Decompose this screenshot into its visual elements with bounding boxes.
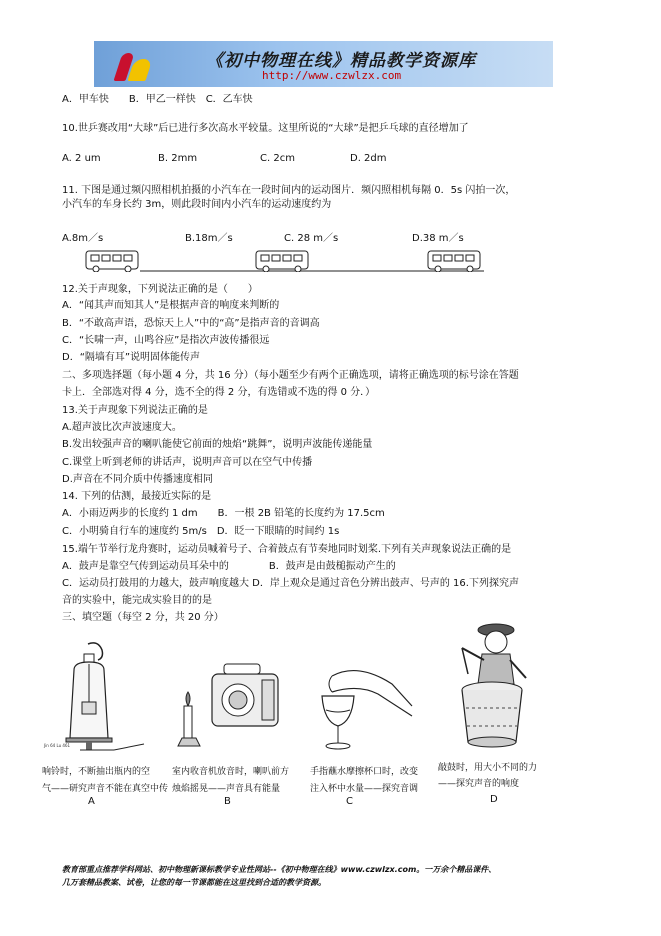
q10-option-a: A. 2 um — [62, 153, 101, 164]
drum-icon — [462, 690, 522, 742]
wine-glass-figure — [318, 654, 418, 754]
candle-icon — [184, 706, 192, 738]
banner-url[interactable]: http://www.czwlzx.com — [262, 69, 402, 82]
q13-option-a: A.超声波比次声波速度大。 — [62, 422, 182, 433]
q12-option-b: B．“不敢高声语，恐惊天上人”中的“高”是指声音的音调高 — [62, 318, 320, 329]
figure-d-letter: D — [490, 794, 498, 805]
site-banner — [94, 41, 553, 87]
footer-line2: 几万套精品教案、试卷，让您的每一节课都能在这里找到合适的教学资源。 — [62, 878, 326, 887]
section2-heading-line2: 卡上．全部选对得 4 分，选不全的得 2 分，有选错或不选的得 0 分．） — [62, 387, 376, 398]
figure-b-letter: B — [224, 796, 231, 807]
q16-stem: 音的实验中，能完成实验目的的是 — [62, 595, 212, 606]
drummer-figure — [448, 618, 538, 758]
q9-options: A．甲车快 B．甲乙一样快 C．乙车快 — [62, 94, 253, 105]
q11-option-a: A.8m／s — [62, 233, 104, 244]
q11-option-c: C. 28 m／s — [284, 233, 339, 244]
q14-stem: 14. 下列的估测，最接近实际的是 — [62, 491, 212, 502]
radio-candle-figure — [174, 660, 284, 752]
figure-c-caption-line2: 注入杯中水量——探究音调 — [310, 784, 419, 794]
figure-a-letter: A — [88, 796, 95, 807]
q12-option-c: C．“长啸一声，山鸣谷应”是指次声波传播很远 — [62, 335, 270, 346]
q11-stem-line1: 11. 下图是通过频闪照相机拍摄的小汽车在一段时间内的运动图片．频闪照相机每隔 0．5s 闪拍一次， — [62, 185, 516, 196]
footer-line1: 教育部重点推荐学科网站、初中物理新课标教学专业性网站--《初中物理在线》www.czwlzx.com。一万余个精品课件、 — [62, 865, 497, 874]
figure-b-caption-line1: 室内收音机放音时，喇叭前方 — [172, 767, 290, 777]
q15-stem: 15.端午节举行龙舟赛时，运动员喊着号子、合着鼓点有节奏地同时划桨.下列有关声现象说法正确的是 — [62, 544, 512, 555]
car-icon — [428, 251, 480, 272]
figure-a-caption-line1: 响铃时，不断抽出瓶内的空 — [42, 767, 151, 777]
q13-stem: 13.关于声现象下列说法正确的是 — [62, 405, 208, 416]
q11-option-b: B.18m／s — [185, 233, 233, 244]
glass-icon — [322, 696, 354, 726]
q10-stem: 10.世乒赛改用“大球”后已进行多次高水平较量。这里所说的“大球”是把乒乓球的直径增加了 — [62, 123, 469, 134]
section2-heading-line1: 二、多项选择题（每小题 4 分，共 16 分）（每小题至少有两个正确选项，请将正确选项的标号涂在答题 — [62, 370, 519, 381]
q12-stem: 12.关于声现象，下列说法正确的是（ ） — [62, 284, 258, 295]
car-strobe-figure — [84, 246, 484, 272]
section3-heading: 三、填空题（每空 2 分，共 20 分） — [62, 612, 224, 623]
q10-option-d: D. 2dm — [350, 153, 387, 164]
figure-d-caption-line2: ——探究声音的响度 — [438, 779, 520, 789]
q15-options-line1: A．鼓声是靠空气传到运动员耳朵中的 B．鼓声是由鼓槌振动产生的 — [62, 561, 396, 572]
q11-stem-line2: 小汽车的车身长约 3m，则此段时间内小汽车的运动速度约为 — [62, 199, 332, 210]
banner-title: 《初中物理在线》精品教学资源库 — [206, 51, 476, 71]
q13-option-d: D.声音在不同介质中传播速度相同 — [62, 474, 213, 485]
q11-option-d: D.38 m／s — [412, 233, 464, 244]
figure-b-caption-line2: 烛焰摇晃——声音具有能量 — [172, 784, 281, 794]
q12-option-d: D．“隔墙有耳”说明固体能传声 — [62, 352, 201, 363]
figure-a-inner-label: Jin 64 Lu 461 — [44, 743, 71, 748]
q14-options-line2: C．小明骑自行车的速度约 5m/s D．眨一下眼睛的时间约 1s — [62, 526, 340, 537]
q10-option-b: B. 2mm — [158, 153, 198, 164]
q13-option-b: B.发出较强声音的喇叭能使它前面的烛焰“跳舞”，说明声波能传递能量 — [62, 439, 373, 450]
figure-a-caption-line2: 气——研究声音不能在真空中传 — [42, 784, 169, 794]
q15-options-line2: C．运动员打鼓用的力越大，鼓声响度越大 D．岸上观众是通过音色分辨出鼓声、号声的 16.下列探究声 — [62, 578, 519, 589]
figure-d-caption-line1: 敲鼓时，用大小不同的力 — [438, 763, 538, 773]
car-icon — [256, 251, 308, 272]
q14-options-line1: A．小雨迈两步的长度约 1 dm B．一根 2B 铅笔的长度约为 17.5cm — [62, 508, 385, 519]
car-icon — [86, 251, 138, 272]
bell-icon — [82, 702, 96, 714]
q10-option-c: C. 2cm — [260, 153, 295, 164]
bell-jar-figure — [40, 640, 156, 758]
figure-c-caption-line1: 手指蘸水摩擦杯口时，改变 — [310, 767, 419, 777]
q13-option-c: C.课堂上听到老师的讲话声，说明声音可以在空气中传播 — [62, 457, 313, 468]
q12-option-a: A．“闻其声而知其人”是根据声音的响度来判断的 — [62, 300, 280, 311]
figure-c-letter: C — [346, 796, 353, 807]
